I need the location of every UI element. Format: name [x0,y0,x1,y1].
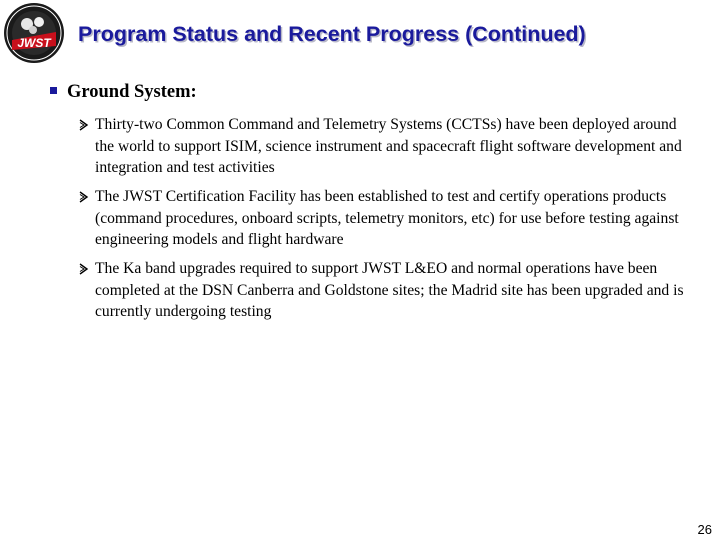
ground-system-section [50,82,690,103]
list-item-text: The JWST Certification Facility has been established to test and certify operations products (command procedures, onboard scripts, telemetry monitors, etc) for use before testing against engineering models and flight hardware [95,188,679,248]
arrow-bullet-icon [79,258,89,279]
page-number: 26 [697,522,712,537]
jwst-logo-icon [3,2,65,64]
square-bullet-icon [50,87,57,94]
section-heading-text: Ground System: [67,82,197,102]
list-item [95,258,685,323]
list-item [95,186,685,251]
arrow-bullet-icon [79,114,89,135]
slide-title: Program Status and Recent Progress (Continued) [78,22,586,46]
list-item [95,114,685,179]
list-item-text: Thirty-two Common Command and Telemetry Systems (CCTSs) have been deployed around the world to support ISIM, science instrument and spacecraft flight software development and integration and test activities [95,116,682,176]
logo-wordmark: JWST [17,36,51,50]
section-heading [50,82,690,103]
list-item-text: The Ka band upgrades required to support JWST L&EO and normal operations have been completed at the DSN Canberra and Goldstone sites; the Madrid site has been upgraded and is currently undergoing testing [95,260,684,320]
arrow-bullet-icon [79,186,89,207]
